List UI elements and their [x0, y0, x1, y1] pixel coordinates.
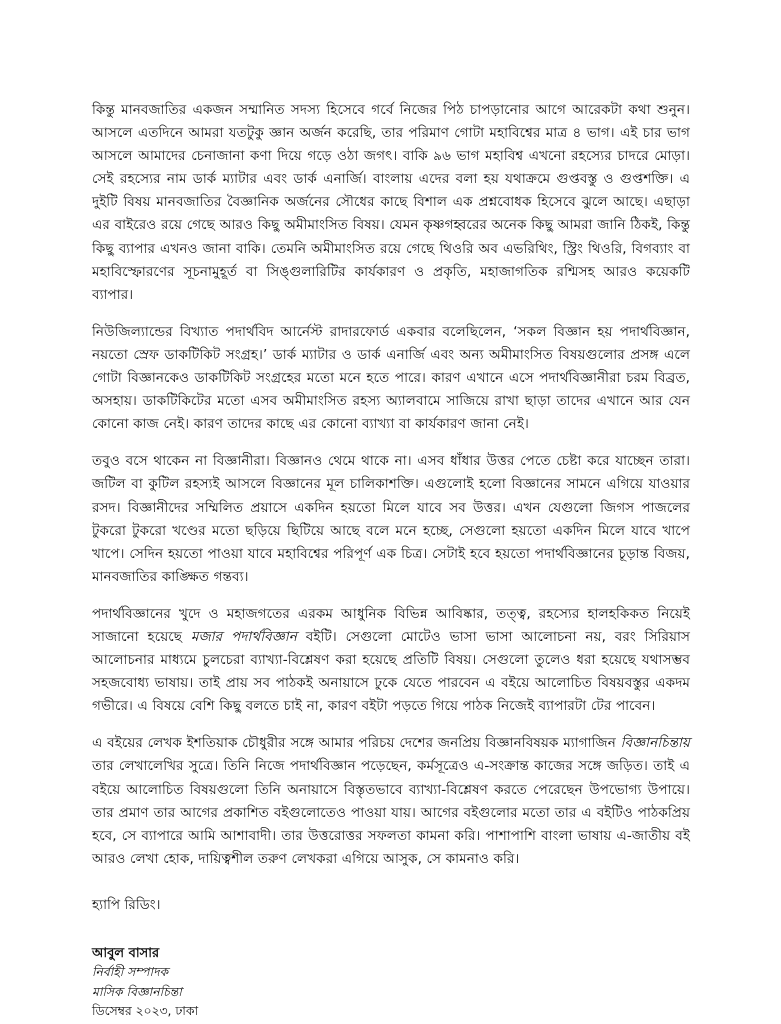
paragraph-3	[92, 450, 690, 589]
paragraph-2	[92, 321, 690, 436]
signature-name: আবুল বাসার	[92, 946, 160, 961]
paragraph-2-run-1: নিউজিল্যান্ডের বিখ্যাত পদার্থবিদ আর্নেস্ট রাদারফোর্ড একবার বলেছিলেন, ‘সকল বিজ্ঞান হয় পদার্থবিজ্ঞান, নয়তো স্রেফ ডাকটিকিট সংগ্রহ।’ ডার্ক ম্যাটার ও ডার্ক এনার্জি এবং অন্য অমীমাংসিত বিষয়গুলোর প্রসঙ্গ এলে গোটা বিজ্ঞানকেও ডাকটিকিট সংগ্রহের মতো মনে হতে পারে। কারণ এখানে এসে পদার্থবিজ্ঞানীরা চরম বিব্রত, অসহায়। ডাকটিকিটের মতো এসব অমীমাংসিত রহস্য অ্যালবামে সাজিয়ে রাখা ছাড়া তাদের এখানে আর যেন কোনো কাজ নেই। কারণ তাদের কাছে এর কোনো ব্যাখ্যা বা কার্যকারণ জানা নেই।	[92, 323, 690, 433]
signature-block	[92, 944, 690, 1022]
paragraph-1-run-1: কিন্তু মানবজাতির একজন সম্মানিত সদস্য হিসেবে গর্বে নিজের পিঠ চাপড়ানোর আগে আরেকটা কথা শুনুন। আসলে এতদিনে আমরা যতটুকু জ্ঞান অর্জন করেছি, তার পরিমাণ গোটা মহাবিশ্বের মাত্র ৪ ভাগ। এই চার ভাগ আসলে আমাদের চেনাজানা কণা দিয়ে গড়ে ওঠা জগৎ। বাকি ৯৬ ভাগ মহাবিশ্ব এখনো রহস্যের চাদরে মোড়া। সেই রহস্যের নাম ডার্ক ম্যাটার এবং ডার্ক এনার্জি। বাংলায় এদের বলা হয় যথাক্রমে গুপ্তবস্তু ও গুপ্তশক্তি। এ দুইটি বিষয় মানবজাতির বৈজ্ঞানিক অর্জনের সৌধের কাছে বিশাল এক প্রশ্নবোধক হিসেবে ঝুলে আছে। এছাড়া এর বাইরেও রয়ে গেছে আরও কিছু অমীমাংসিত বিষয়। যেমন কৃষ্ণগহ্বরের অনেক কিছু আমরা জানি ঠিকই, কিন্তু কিছু ব্যাপার এখনও জানা বাকি। তেমনি অমীমাংসিত রয়ে গেছে থিওরি অব এভরিথিং, স্ট্রিং থিওরি, বিগব্যাং বা মহাবিস্ফোরণের সূচনামুহূর্ত বা সিঙ্গুলারিটির কার্যকারণ ও প্রকৃতি, মহাজাগতিক রশ্মিসহ আরও কয়েকটি ব্যাপার।	[92, 102, 690, 303]
magazine-name-emphasis: বিজ্ঞানচিন্তায়	[620, 735, 690, 752]
paragraph-1	[92, 99, 690, 307]
paragraph-4-run-1: পদার্থবিজ্ঞানের খুদে ও মহাজগতের এরকম আধুনিক বিভিন্ন আবিষ্কার, তত্ত্ব, রহস্যের হালহকিকত নিয়েই সাজানো হয়েছে	[92, 605, 690, 645]
book-title-emphasis: মজার পদার্থবিজ্ঞান	[190, 628, 297, 645]
paragraph-5-run-3: তার লেখালেখির সুত্রে। তিনি নিজে পদার্থবিজ্ঞান পড়েছেন, কর্মসূত্রেও এ-সংক্রান্ত কাজের সঙ্গে জড়িত। তাই এ বইয়ে আলোচিত বিষয়গুলো তিনি অনায়াসে বিস্তৃতভাবে ব্যাখ্যা-বিশ্লেষণ করতে পেরেছেন উপভোগ্য উপায়ে। তার প্রমাণ তার আগের প্রকাশিত বইগুলোতেও পাওয়া যায়। আগের বইগুলোর মতো তার এ বইটিও পাঠকপ্রিয় হবে, সে ব্যাপারে আমি আশাবাদী। তার উত্তরোত্তর সফলতা কামনা করি। পাশাপাশি বাংলা ভাষায় এ-জাতীয় বই আরও লেখা হোক, দায়িত্বশীল তরুণ লেখকরা এগিয়ে আসুক, সে কামনাও করি।	[92, 758, 690, 867]
paragraph-4-run-3: বইটি। সেগুলো মোটেও ভাসা ভাসা আলোচনা নয়, বরং সিরিয়াস আলোচনার মাধ্যমে চুলচেরা ব্যাখ্যা-বিশ্লেষণ করা হয়েছে প্রতিটি বিষয়। সেগুলো তুলেও ধরা হয়েছে যথাসম্ভব সহজবোধ্য ভাষায়। তাই প্রায় সব পাঠকই অনায়াসে ঢুকে যেতে পারবেন এ বইয়ে আলোচিত বিষয়বস্তুর একদম গভীরে। এ বিষয়ে বেশি কিছু বলতে চাই না, কারণ বইটা পড়তে গিয়ে পাঠক নিজেই ব্যাপারটা টের পাবেন।	[92, 628, 690, 715]
signature-date-place: ডিসেম্বর ২০২৩, ঢাকা	[92, 1004, 199, 1019]
spacer	[92, 885, 690, 894]
signature-role: নির্বাহী সম্পাদক	[92, 965, 169, 980]
document-content	[92, 99, 690, 1022]
signature-magazine: মাসিক বিজ্ঞানচিন্তা	[92, 984, 182, 999]
paragraph-3-run-1: তবুও বসে থাকেন না বিজ্ঞানীরা। বিজ্ঞানও থেমে থাকে না। এসব ধাঁধার উত্তর পেতে চেষ্টা করে যাচ্ছেন তারা। জটিল বা কুটিল রহস্যই আসলে বিজ্ঞানের মূল চালিকাশক্তি। এগুলোই হলো বিজ্ঞানের সামনে এগিয়ে যাওয়ার রসদ। বিজ্ঞানীদের সম্মিলিত প্রয়াসে একদিন হয়তো মিলে যাবে সব উত্তর। এখন যেগুলো জিগস পাজলের টুকরো টুকরো খণ্ডের মতো ছড়িয়ে ছিটিয়ে আছে বলে মনে হচ্ছে, সেগুলো হয়তো একদিন মিলে যাবে খাপে খাপে। সেদিন হয়তো পাওয়া যাবে মহাবিশ্বের পরিপূর্ণ এক চিত্র। সেটাই হবে হয়তো পদার্থবিজ্ঞানের চূড়ান্ত বিজয়, মানবজাতির কাঙ্ক্ষিত গন্তব্য।	[92, 453, 690, 585]
closing-line: হ্যাপি রিডিং।	[92, 896, 161, 913]
paragraph-5	[92, 732, 690, 871]
paragraph-5-run-1: এ বইয়ের লেখক ইশতিয়াক চৌধুরীর সঙ্গে আমার পরিচয় দেশের জনপ্রিয় বিজ্ঞানবিষয়ক ম্যাগাজিন	[92, 735, 621, 752]
paragraph-4	[92, 603, 690, 718]
